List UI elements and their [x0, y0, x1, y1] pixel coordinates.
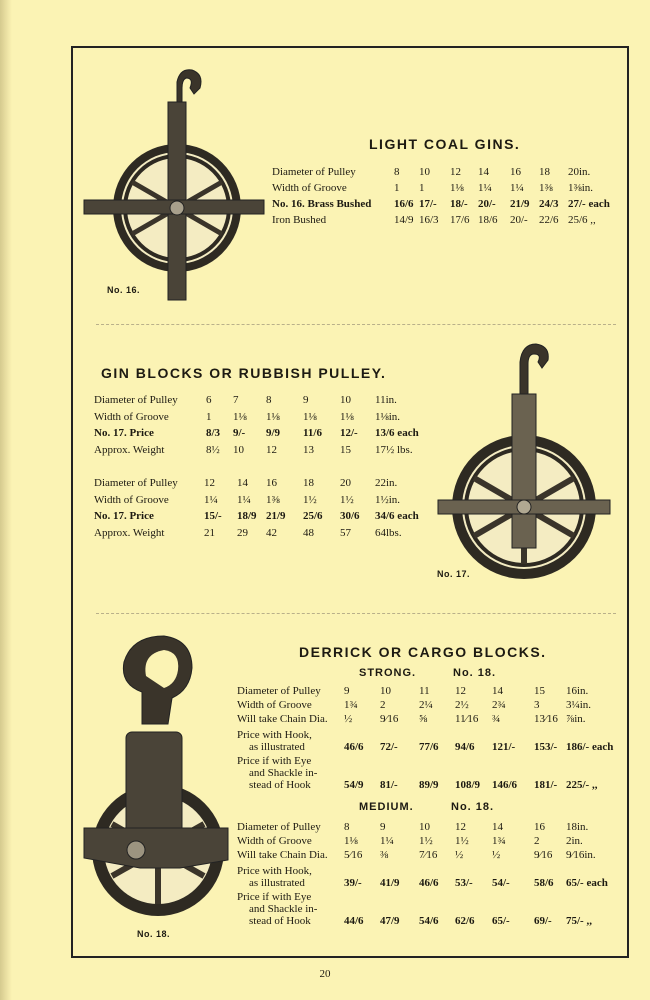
table-cell: 27/- each — [568, 198, 610, 210]
table-cell: 11 — [419, 685, 430, 697]
table-cell: 54/- — [492, 877, 510, 889]
row-label: No. 17. Price — [94, 510, 154, 522]
table-cell: 9⁄16 — [380, 713, 399, 725]
table-cell: 77/6 — [419, 741, 439, 753]
coal-image-caption: No. 16. — [107, 285, 141, 295]
table-cell: 18 — [539, 166, 550, 178]
table-cell: 57 — [340, 526, 351, 539]
table-row — [237, 864, 637, 889]
row-label-line: stead of Hook — [249, 779, 311, 791]
table-cell: 16 — [534, 821, 545, 833]
table-cell: 18 — [303, 477, 314, 489]
table-cell: 7 — [233, 394, 239, 406]
table-cell: 13⁄16 — [534, 713, 558, 725]
table-cell: 9/- — [233, 427, 246, 439]
table-cell: 1⅛ — [303, 410, 317, 423]
derrick-blocks-title: DERRICK OR CARGO BLOCKS. — [299, 644, 547, 660]
row-label-line: and Shackle in- — [249, 767, 318, 779]
table-cell: 46/6 — [344, 741, 364, 753]
table-cell: 1⅜ — [539, 182, 553, 194]
table-cell: 1¾ — [344, 699, 358, 711]
table-cell: 34/6 each — [375, 510, 419, 522]
row-label: Diameter of Pulley — [94, 477, 178, 489]
table-cell: 21/9 — [266, 510, 286, 522]
page-binding-edge — [0, 0, 12, 1000]
coal-gins-title: LIGHT COAL GINS. — [369, 136, 521, 152]
table-cell: 12 — [266, 443, 277, 456]
row-label: Will take Chain Dia. — [237, 713, 328, 725]
table-cell: 1 — [394, 182, 400, 194]
table-cell: 1¼ — [204, 493, 218, 506]
table-row — [237, 848, 637, 864]
row-label: Width of Groove — [94, 493, 169, 506]
row-label: Width of Groove — [237, 835, 312, 847]
table-cell: 2¼ — [419, 699, 433, 711]
table-cell: ½ — [492, 849, 501, 861]
row-label: Width of Groove — [237, 699, 312, 711]
table-cell: 108/9 — [455, 779, 481, 791]
row-label-line: Price if with Eye — [237, 891, 312, 903]
table-cell: 9⁄16 — [534, 849, 553, 861]
table-cell: 8 — [394, 166, 400, 178]
table-row — [272, 181, 612, 197]
table-cell: 1¼ — [380, 835, 394, 847]
table-cell: 53/- — [455, 877, 473, 889]
table-cell: 20/- — [478, 198, 496, 210]
row-label-line: as illustrated — [249, 877, 305, 889]
strong-no-label: No. 18. — [453, 667, 497, 679]
table-cell: 14 — [478, 166, 489, 178]
table-cell: 58/6 — [534, 877, 554, 889]
table-cell: 54/6 — [419, 915, 439, 927]
table-cell: 1¾ — [492, 835, 506, 847]
table-cell: 13 — [303, 443, 314, 456]
table-cell: 7⁄16 — [419, 849, 438, 861]
table-cell: 225/- ,, — [566, 779, 598, 791]
row-label: Diameter of Pulley — [237, 685, 321, 697]
row-label-line: as illustrated — [249, 741, 305, 753]
table-row — [237, 728, 637, 753]
table-row — [94, 426, 434, 442]
table-cell: 10 — [419, 821, 430, 833]
table-cell: 13/6 each — [375, 427, 419, 439]
table-cell: 2in. — [566, 835, 583, 847]
table-cell: ¾ — [492, 713, 501, 725]
medium-no-label: No. 18. — [451, 801, 495, 813]
row-label: Width of Groove — [94, 410, 169, 423]
row-label: Diameter of Pulley — [237, 821, 321, 833]
table-cell: 16in. — [566, 685, 589, 697]
row-label: Approx. Weight — [94, 443, 165, 456]
table-cell: 9 — [303, 394, 309, 406]
table-row — [94, 410, 434, 426]
table-cell: 18in. — [566, 821, 589, 833]
table-row — [237, 754, 637, 791]
table-cell: 48 — [303, 526, 314, 539]
medium-label: MEDIUM. — [359, 801, 414, 813]
table-cell: 1 — [419, 182, 425, 194]
table-cell: 1⅛in. — [375, 410, 401, 423]
table-row — [94, 526, 434, 542]
table-cell: 3 — [534, 699, 540, 711]
table-row — [94, 393, 434, 409]
table-cell: 18/6 — [478, 214, 498, 226]
table-cell: 44/6 — [344, 915, 364, 927]
table-cell: 1⅛ — [344, 835, 358, 847]
table-cell: 12 — [455, 685, 466, 697]
table-row — [272, 165, 612, 181]
row-label: Will take Chain Dia. — [237, 849, 328, 861]
table-cell: 15/- — [204, 510, 222, 522]
table-cell: 94/6 — [455, 741, 475, 753]
table-cell: 42 — [266, 526, 277, 539]
table-cell: 30/6 — [340, 510, 360, 522]
table-row — [272, 197, 612, 213]
gin-image-caption: No. 17. — [437, 569, 471, 579]
table-cell: 11in. — [375, 394, 397, 406]
strong-label: STRONG. — [359, 667, 417, 679]
table-cell: 20 — [340, 477, 351, 489]
table-cell: 46/6 — [419, 877, 439, 889]
table-cell: 14 — [237, 477, 248, 489]
table-cell: 41/9 — [380, 877, 400, 889]
row-label-line: Price with Hook, — [237, 865, 312, 877]
table-cell: 25/6 — [303, 510, 323, 522]
table-cell: 12 — [450, 166, 461, 178]
row-label-line: Price with Hook, — [237, 729, 312, 741]
table-cell: 8½ — [206, 443, 220, 456]
table-cell: 1¼ — [510, 182, 524, 194]
table-cell: 65/- — [492, 915, 510, 927]
table-cell: 22/6 — [539, 214, 559, 226]
table-cell: 1½ — [419, 835, 433, 847]
table-cell: 1⅛ — [340, 410, 354, 423]
table-cell: 1½ — [340, 493, 354, 506]
row-label-line: and Shackle in- — [249, 903, 318, 915]
table-cell: 10 — [233, 443, 244, 456]
table-cell: 8/3 — [206, 427, 221, 439]
table-cell: 1½ — [455, 835, 469, 847]
table-cell: 9⁄16in. — [566, 849, 596, 861]
table-cell: 1½in. — [375, 493, 401, 506]
table-cell: 121/- — [492, 741, 516, 753]
table-row — [237, 890, 637, 927]
table-cell: 15 — [534, 685, 545, 697]
table-cell: 1⅜in. — [568, 182, 594, 194]
table-cell: 39/- — [344, 877, 362, 889]
pulley-no17-illustration — [436, 342, 616, 582]
row-label-line: stead of Hook — [249, 915, 311, 927]
table-row — [94, 493, 434, 509]
table-cell: 21 — [204, 526, 215, 539]
table-cell: ⅜ — [380, 849, 389, 861]
row-label: No. 16. Brass Bushed — [272, 198, 372, 210]
pulley-no16-illustration — [82, 66, 262, 306]
table-cell: 14 — [492, 685, 503, 697]
table-cell: 64lbs. — [375, 526, 402, 539]
table-cell: 8 — [344, 821, 350, 833]
table-cell: 18/- — [450, 198, 468, 210]
table-cell: 2½ — [455, 699, 469, 711]
table-cell: 1⅜ — [266, 493, 280, 506]
table-cell: 17/- — [419, 198, 437, 210]
table-cell: 47/9 — [380, 915, 400, 927]
row-label: No. 17. Price — [94, 427, 154, 439]
table-cell: 54/9 — [344, 779, 364, 791]
table-cell: 89/9 — [419, 779, 439, 791]
table-cell: 186/- each — [566, 741, 614, 753]
table-row — [94, 509, 434, 525]
table-cell: 1⅛ — [266, 410, 280, 423]
section-divider — [96, 613, 616, 614]
table-cell: 17½ lbs. — [375, 443, 413, 456]
table-cell: 29 — [237, 526, 248, 539]
table-cell: 1⅛ — [233, 410, 247, 423]
table-cell: 181/- — [534, 779, 558, 791]
row-label: Diameter of Pulley — [272, 166, 356, 178]
table-cell: 6 — [206, 394, 212, 406]
table-cell: 72/- — [380, 741, 398, 753]
table-cell: 16 — [510, 166, 521, 178]
table-cell: 24/3 — [539, 198, 559, 210]
row-label: Approx. Weight — [94, 526, 165, 539]
gin-blocks-title: GIN BLOCKS OR RUBBISH PULLEY. — [101, 365, 387, 381]
table-cell: 16 — [266, 477, 277, 489]
table-cell: 1½ — [303, 493, 317, 506]
table-row — [237, 712, 637, 728]
table-cell: 65/- each — [566, 877, 608, 889]
table-cell: 2 — [534, 835, 540, 847]
table-cell: 20in. — [568, 166, 591, 178]
table-cell: 8 — [266, 394, 272, 406]
table-cell: 20/- — [510, 214, 528, 226]
table-cell: 146/6 — [492, 779, 518, 791]
table-cell: 5⁄16 — [344, 849, 363, 861]
pulley-no18-illustration — [80, 632, 240, 932]
table-cell: 16/3 — [419, 214, 439, 226]
table-cell: 15 — [340, 443, 351, 456]
table-cell: 17/6 — [450, 214, 470, 226]
table-cell: ⅞in. — [566, 713, 586, 725]
table-cell: 3¼in. — [566, 699, 592, 711]
table-cell: 2 — [380, 699, 386, 711]
table-row — [94, 443, 434, 459]
table-cell: 11⁄16 — [455, 713, 479, 725]
table-cell: 9/9 — [266, 427, 281, 439]
table-cell: 2¾ — [492, 699, 506, 711]
row-label: Iron Bushed — [272, 214, 327, 226]
table-cell: 12/- — [340, 427, 358, 439]
table-cell: 14 — [492, 821, 503, 833]
table-cell: ½ — [455, 849, 464, 861]
table-cell: 1¼ — [478, 182, 492, 194]
table-cell: 22in. — [375, 477, 398, 489]
table-cell: 75/- ,, — [566, 915, 592, 927]
table-row — [272, 213, 612, 229]
table-cell: 18/9 — [237, 510, 257, 522]
table-cell: 10 — [419, 166, 430, 178]
table-cell: 9 — [344, 685, 350, 697]
table-cell: 1¼ — [237, 493, 251, 506]
table-cell: 11/6 — [303, 427, 322, 439]
page-number: 20 — [319, 968, 331, 980]
table-cell: 1⅛ — [450, 182, 464, 194]
table-cell: 81/- — [380, 779, 398, 791]
row-label-line: Price if with Eye — [237, 755, 312, 767]
section-divider — [96, 324, 616, 325]
table-cell: 12 — [204, 477, 215, 489]
table-cell: ⅝ — [419, 713, 428, 725]
table-cell: 69/- — [534, 915, 552, 927]
table-cell: 62/6 — [455, 915, 475, 927]
derrick-image-caption: No. 18. — [137, 929, 171, 939]
table-cell: 153/- — [534, 741, 558, 753]
row-label: Diameter of Pulley — [94, 394, 178, 406]
table-cell: 9 — [380, 821, 386, 833]
table-cell: 1 — [206, 410, 212, 423]
table-cell: 10 — [380, 685, 391, 697]
table-cell: ½ — [344, 713, 353, 725]
table-cell: 12 — [455, 821, 466, 833]
table-cell: 16/6 — [394, 198, 414, 210]
table-row — [94, 476, 434, 492]
table-cell: 14/9 — [394, 214, 414, 226]
table-cell: 25/6 ,, — [568, 214, 596, 226]
row-label: Width of Groove — [272, 182, 347, 194]
table-cell: 21/9 — [510, 198, 530, 210]
table-cell: 10 — [340, 394, 351, 406]
